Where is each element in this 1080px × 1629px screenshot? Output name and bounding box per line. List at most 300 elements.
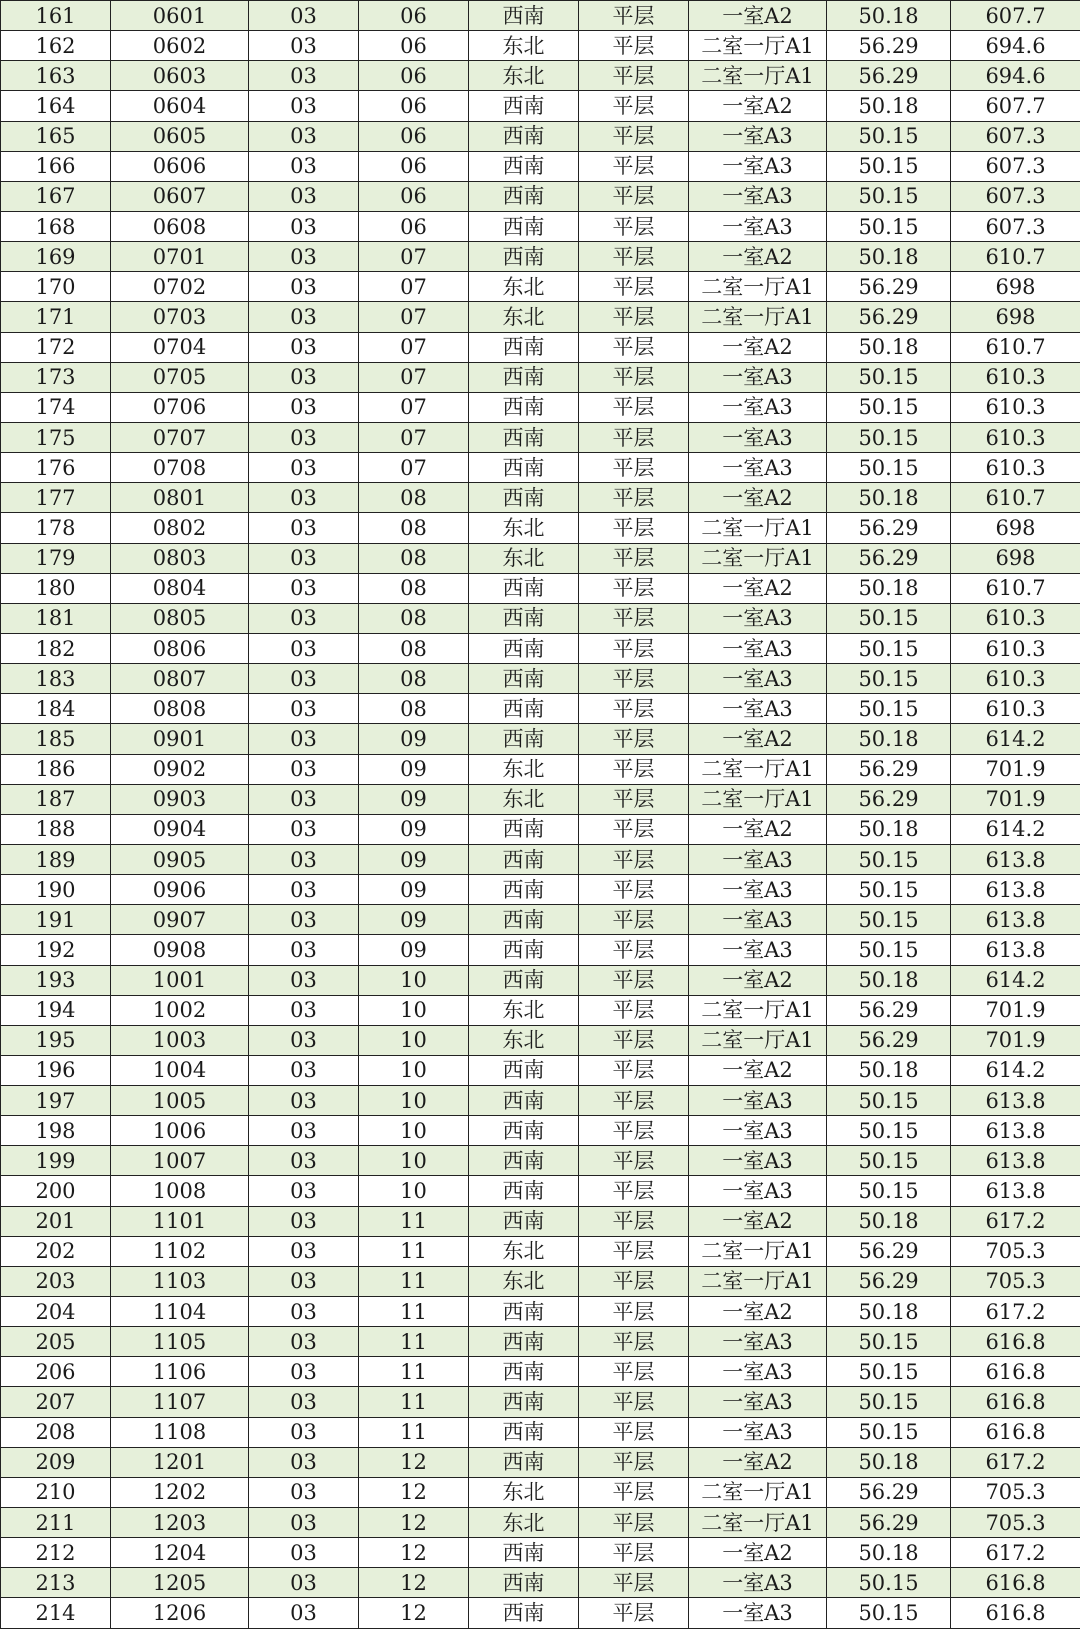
- table-row: [1, 422, 1080, 452]
- price-cell: 614.2: [951, 724, 1080, 754]
- price-cell: 610.3: [951, 453, 1080, 483]
- orientation-cell: 西南: [469, 422, 579, 452]
- price-cell: 617.2: [951, 1447, 1080, 1477]
- seq-cell: 181: [1, 603, 111, 633]
- orientation-cell: 西南: [469, 362, 579, 392]
- layout-cell: 平层: [579, 181, 689, 211]
- price-cell: 613.8: [951, 905, 1080, 935]
- seq-cell: 161: [1, 1, 111, 31]
- price-cell: 616.8: [951, 1357, 1080, 1387]
- floor-cell: 07: [359, 242, 469, 272]
- area-cell: 50.15: [827, 935, 951, 965]
- seq-cell: 173: [1, 362, 111, 392]
- orientation-cell: 东北: [469, 1508, 579, 1538]
- layout-cell: 平层: [579, 633, 689, 663]
- floor-cell: 10: [359, 1055, 469, 1085]
- orientation-cell: 西南: [469, 211, 579, 241]
- building-cell: 03: [249, 211, 359, 241]
- room-cell: 0701: [111, 242, 249, 272]
- building-cell: 03: [249, 242, 359, 272]
- orientation-cell: 东北: [469, 1266, 579, 1296]
- table-body: [1, 1, 1080, 1629]
- room-cell: 1203: [111, 1508, 249, 1538]
- layout-cell: 平层: [579, 302, 689, 332]
- building-cell: 03: [249, 1025, 359, 1055]
- unit-type-cell: 一室A3: [689, 1146, 827, 1176]
- building-cell: 03: [249, 31, 359, 61]
- room-cell: 0806: [111, 633, 249, 663]
- table-row: [1, 513, 1080, 543]
- room-cell: 1107: [111, 1387, 249, 1417]
- orientation-cell: 西南: [469, 603, 579, 633]
- building-cell: 03: [249, 1568, 359, 1598]
- building-cell: 03: [249, 453, 359, 483]
- seq-cell: 203: [1, 1266, 111, 1296]
- table-row: [1, 1447, 1080, 1477]
- orientation-cell: 西南: [469, 573, 579, 603]
- table-row: [1, 272, 1080, 302]
- area-cell: 56.29: [827, 1508, 951, 1538]
- seq-cell: 192: [1, 935, 111, 965]
- seq-cell: 186: [1, 754, 111, 784]
- area-cell: 50.18: [827, 1, 951, 31]
- area-cell: 50.18: [827, 1055, 951, 1085]
- room-cell: 1007: [111, 1146, 249, 1176]
- floor-cell: 11: [359, 1357, 469, 1387]
- unit-type-cell: 一室A3: [689, 633, 827, 663]
- building-cell: 03: [249, 91, 359, 121]
- floor-cell: 11: [359, 1417, 469, 1447]
- room-cell: 1101: [111, 1206, 249, 1236]
- unit-type-cell: 一室A3: [689, 875, 827, 905]
- floor-cell: 07: [359, 362, 469, 392]
- layout-cell: 平层: [579, 61, 689, 91]
- price-cell: 705.3: [951, 1236, 1080, 1266]
- seq-cell: 196: [1, 1055, 111, 1085]
- table-row: [1, 1297, 1080, 1327]
- layout-cell: 平层: [579, 1206, 689, 1236]
- price-cell: 607.3: [951, 181, 1080, 211]
- seq-cell: 185: [1, 724, 111, 754]
- price-cell: 701.9: [951, 754, 1080, 784]
- unit-type-cell: 二室一厅A1: [689, 1266, 827, 1296]
- area-cell: 50.18: [827, 965, 951, 995]
- room-cell: 0707: [111, 422, 249, 452]
- table-row: [1, 31, 1080, 61]
- price-cell: 613.8: [951, 844, 1080, 874]
- room-cell: 0606: [111, 151, 249, 181]
- orientation-cell: 西南: [469, 91, 579, 121]
- table-row: [1, 1266, 1080, 1296]
- area-cell: 50.15: [827, 1598, 951, 1629]
- floor-cell: 11: [359, 1387, 469, 1417]
- orientation-cell: 西南: [469, 1387, 579, 1417]
- area-cell: 50.15: [827, 362, 951, 392]
- layout-cell: 平层: [579, 1568, 689, 1598]
- layout-cell: 平层: [579, 1266, 689, 1296]
- building-cell: 03: [249, 1357, 359, 1387]
- table-row: [1, 242, 1080, 272]
- unit-type-cell: 一室A2: [689, 573, 827, 603]
- price-cell: 613.8: [951, 1176, 1080, 1206]
- area-cell: 50.15: [827, 392, 951, 422]
- seq-cell: 183: [1, 664, 111, 694]
- seq-cell: 176: [1, 453, 111, 483]
- floor-cell: 09: [359, 784, 469, 814]
- area-cell: 50.15: [827, 1417, 951, 1447]
- building-cell: 03: [249, 392, 359, 422]
- table-row: [1, 1176, 1080, 1206]
- area-cell: 50.15: [827, 1387, 951, 1417]
- floor-cell: 08: [359, 603, 469, 633]
- orientation-cell: 西南: [469, 453, 579, 483]
- room-cell: 1201: [111, 1447, 249, 1477]
- room-cell: 0605: [111, 121, 249, 151]
- area-cell: 50.18: [827, 91, 951, 121]
- seq-cell: 202: [1, 1236, 111, 1266]
- orientation-cell: 西南: [469, 242, 579, 272]
- building-cell: 03: [249, 844, 359, 874]
- price-cell: 610.3: [951, 664, 1080, 694]
- floor-cell: 11: [359, 1206, 469, 1236]
- price-cell: 610.7: [951, 483, 1080, 513]
- table-row: [1, 1116, 1080, 1146]
- room-cell: 1003: [111, 1025, 249, 1055]
- unit-type-cell: 二室一厅A1: [689, 1508, 827, 1538]
- seq-cell: 163: [1, 61, 111, 91]
- price-cell: 607.3: [951, 151, 1080, 181]
- price-cell: 694.6: [951, 61, 1080, 91]
- table-row: [1, 1357, 1080, 1387]
- layout-cell: 平层: [579, 1327, 689, 1357]
- orientation-cell: 西南: [469, 121, 579, 151]
- table-row: [1, 905, 1080, 935]
- seq-cell: 170: [1, 272, 111, 302]
- floor-cell: 08: [359, 664, 469, 694]
- room-cell: 0905: [111, 844, 249, 874]
- orientation-cell: 西南: [469, 1055, 579, 1085]
- unit-type-cell: 一室A3: [689, 905, 827, 935]
- orientation-cell: 东北: [469, 31, 579, 61]
- seq-cell: 207: [1, 1387, 111, 1417]
- unit-type-cell: 一室A3: [689, 1176, 827, 1206]
- orientation-cell: 西南: [469, 483, 579, 513]
- seq-cell: 200: [1, 1176, 111, 1206]
- room-cell: 0808: [111, 694, 249, 724]
- table-row: [1, 1568, 1080, 1598]
- seq-cell: 212: [1, 1538, 111, 1568]
- price-cell: 613.8: [951, 1146, 1080, 1176]
- table-row: [1, 1538, 1080, 1568]
- room-cell: 0702: [111, 272, 249, 302]
- layout-cell: 平层: [579, 784, 689, 814]
- floor-cell: 06: [359, 211, 469, 241]
- room-cell: 0608: [111, 211, 249, 241]
- floor-cell: 10: [359, 1025, 469, 1055]
- area-cell: 50.15: [827, 1116, 951, 1146]
- unit-type-cell: 二室一厅A1: [689, 995, 827, 1025]
- seq-cell: 214: [1, 1598, 111, 1629]
- building-cell: 03: [249, 694, 359, 724]
- area-cell: 50.15: [827, 1357, 951, 1387]
- area-cell: 50.15: [827, 181, 951, 211]
- table-row: [1, 1055, 1080, 1085]
- layout-cell: 平层: [579, 875, 689, 905]
- floor-cell: 06: [359, 31, 469, 61]
- area-cell: 50.18: [827, 814, 951, 844]
- floor-cell: 07: [359, 272, 469, 302]
- layout-cell: 平层: [579, 242, 689, 272]
- area-cell: 50.15: [827, 453, 951, 483]
- floor-cell: 07: [359, 422, 469, 452]
- seq-cell: 197: [1, 1086, 111, 1116]
- price-cell: 610.7: [951, 332, 1080, 362]
- room-cell: 0807: [111, 664, 249, 694]
- area-cell: 50.15: [827, 1146, 951, 1176]
- unit-type-cell: 二室一厅A1: [689, 1477, 827, 1507]
- building-cell: 03: [249, 905, 359, 935]
- unit-type-cell: 一室A3: [689, 1357, 827, 1387]
- seq-cell: 204: [1, 1297, 111, 1327]
- layout-cell: 平层: [579, 272, 689, 302]
- room-cell: 0604: [111, 91, 249, 121]
- seq-cell: 201: [1, 1206, 111, 1236]
- unit-type-cell: 二室一厅A1: [689, 272, 827, 302]
- floor-cell: 09: [359, 935, 469, 965]
- table-row: [1, 362, 1080, 392]
- layout-cell: 平层: [579, 1357, 689, 1387]
- seq-cell: 171: [1, 302, 111, 332]
- area-cell: 50.15: [827, 664, 951, 694]
- price-cell: 610.3: [951, 603, 1080, 633]
- orientation-cell: 西南: [469, 1086, 579, 1116]
- area-cell: 56.29: [827, 543, 951, 573]
- price-cell: 607.7: [951, 1, 1080, 31]
- layout-cell: 平层: [579, 1508, 689, 1538]
- building-cell: 03: [249, 814, 359, 844]
- unit-type-cell: 一室A2: [689, 332, 827, 362]
- orientation-cell: 西南: [469, 1327, 579, 1357]
- seq-cell: 187: [1, 784, 111, 814]
- building-cell: 03: [249, 483, 359, 513]
- layout-cell: 平层: [579, 1598, 689, 1629]
- room-cell: 0705: [111, 362, 249, 392]
- unit-type-cell: 一室A2: [689, 242, 827, 272]
- room-cell: 0703: [111, 302, 249, 332]
- building-cell: 03: [249, 513, 359, 543]
- area-cell: 56.29: [827, 784, 951, 814]
- seq-cell: 194: [1, 995, 111, 1025]
- layout-cell: 平层: [579, 483, 689, 513]
- orientation-cell: 西南: [469, 1357, 579, 1387]
- floor-cell: 10: [359, 1146, 469, 1176]
- area-cell: 50.18: [827, 483, 951, 513]
- room-cell: 0904: [111, 814, 249, 844]
- layout-cell: 平层: [579, 724, 689, 754]
- seq-cell: 182: [1, 633, 111, 663]
- floor-cell: 08: [359, 483, 469, 513]
- price-cell: 705.3: [951, 1477, 1080, 1507]
- seq-cell: 172: [1, 332, 111, 362]
- room-cell: 0706: [111, 392, 249, 422]
- unit-type-cell: 二室一厅A1: [689, 1236, 827, 1266]
- price-cell: 616.8: [951, 1568, 1080, 1598]
- area-cell: 56.29: [827, 1025, 951, 1055]
- seq-cell: 184: [1, 694, 111, 724]
- table-row: [1, 121, 1080, 151]
- unit-type-cell: 一室A3: [689, 211, 827, 241]
- unit-type-cell: 一室A2: [689, 1447, 827, 1477]
- price-cell: 607.7: [951, 91, 1080, 121]
- table-row: [1, 151, 1080, 181]
- layout-cell: 平层: [579, 1538, 689, 1568]
- table-row: [1, 935, 1080, 965]
- layout-cell: 平层: [579, 814, 689, 844]
- orientation-cell: 西南: [469, 664, 579, 694]
- table-row: [1, 1477, 1080, 1507]
- building-cell: 03: [249, 1297, 359, 1327]
- orientation-cell: 西南: [469, 1538, 579, 1568]
- building-cell: 03: [249, 422, 359, 452]
- unit-type-cell: 一室A3: [689, 392, 827, 422]
- price-cell: 614.2: [951, 965, 1080, 995]
- room-cell: 1105: [111, 1327, 249, 1357]
- area-cell: 50.15: [827, 633, 951, 663]
- seq-cell: 213: [1, 1568, 111, 1598]
- table-row: [1, 1, 1080, 31]
- layout-cell: 平层: [579, 151, 689, 181]
- building-cell: 03: [249, 573, 359, 603]
- floor-cell: 12: [359, 1598, 469, 1629]
- orientation-cell: 东北: [469, 995, 579, 1025]
- price-cell: 613.8: [951, 1116, 1080, 1146]
- area-cell: 50.15: [827, 121, 951, 151]
- room-cell: 1103: [111, 1266, 249, 1296]
- layout-cell: 平层: [579, 1146, 689, 1176]
- room-cell: 0602: [111, 31, 249, 61]
- unit-type-cell: 一室A3: [689, 603, 827, 633]
- room-cell: 1004: [111, 1055, 249, 1085]
- layout-cell: 平层: [579, 1116, 689, 1146]
- building-cell: 03: [249, 272, 359, 302]
- floor-cell: 12: [359, 1447, 469, 1477]
- table-row: [1, 392, 1080, 422]
- unit-type-cell: 二室一厅A1: [689, 543, 827, 573]
- orientation-cell: 东北: [469, 754, 579, 784]
- building-cell: 03: [249, 543, 359, 573]
- seq-cell: 167: [1, 181, 111, 211]
- orientation-cell: 西南: [469, 1598, 579, 1629]
- building-cell: 03: [249, 1477, 359, 1507]
- seq-cell: 180: [1, 573, 111, 603]
- table-row: [1, 633, 1080, 663]
- table-row: [1, 1417, 1080, 1447]
- orientation-cell: 东北: [469, 543, 579, 573]
- table-row: [1, 814, 1080, 844]
- seq-cell: 205: [1, 1327, 111, 1357]
- building-cell: 03: [249, 784, 359, 814]
- price-cell: 610.3: [951, 422, 1080, 452]
- area-cell: 56.29: [827, 1266, 951, 1296]
- unit-type-cell: 一室A3: [689, 181, 827, 211]
- seq-cell: 174: [1, 392, 111, 422]
- area-cell: 50.15: [827, 603, 951, 633]
- floor-cell: 08: [359, 694, 469, 724]
- price-cell: 617.2: [951, 1538, 1080, 1568]
- room-cell: 0803: [111, 543, 249, 573]
- building-cell: 03: [249, 1387, 359, 1417]
- area-cell: 50.15: [827, 211, 951, 241]
- price-cell: 616.8: [951, 1598, 1080, 1629]
- price-cell: 614.2: [951, 814, 1080, 844]
- unit-type-cell: 一室A2: [689, 814, 827, 844]
- table-row: [1, 181, 1080, 211]
- room-cell: 0801: [111, 483, 249, 513]
- layout-cell: 平层: [579, 694, 689, 724]
- orientation-cell: 东北: [469, 272, 579, 302]
- layout-cell: 平层: [579, 1236, 689, 1266]
- building-cell: 03: [249, 1417, 359, 1447]
- unit-type-cell: 二室一厅A1: [689, 784, 827, 814]
- room-cell: 0704: [111, 332, 249, 362]
- building-cell: 03: [249, 1538, 359, 1568]
- price-cell: 610.3: [951, 392, 1080, 422]
- orientation-cell: 西南: [469, 1417, 579, 1447]
- area-cell: 50.15: [827, 694, 951, 724]
- area-cell: 50.18: [827, 724, 951, 754]
- orientation-cell: 西南: [469, 1206, 579, 1236]
- unit-type-cell: 一室A3: [689, 1116, 827, 1146]
- seq-cell: 162: [1, 31, 111, 61]
- building-cell: 03: [249, 1447, 359, 1477]
- seq-cell: 198: [1, 1116, 111, 1146]
- room-cell: 0907: [111, 905, 249, 935]
- area-cell: 56.29: [827, 302, 951, 332]
- room-cell: 0902: [111, 754, 249, 784]
- room-cell: 1106: [111, 1357, 249, 1387]
- price-cell: 616.8: [951, 1417, 1080, 1447]
- floor-cell: 06: [359, 1, 469, 31]
- seq-cell: 175: [1, 422, 111, 452]
- unit-type-cell: 一室A3: [689, 935, 827, 965]
- floor-cell: 10: [359, 1086, 469, 1116]
- room-cell: 1008: [111, 1176, 249, 1206]
- building-cell: 03: [249, 995, 359, 1025]
- building-cell: 03: [249, 121, 359, 151]
- floor-cell: 12: [359, 1477, 469, 1507]
- table-row: [1, 61, 1080, 91]
- area-cell: 50.15: [827, 875, 951, 905]
- floor-cell: 10: [359, 1116, 469, 1146]
- unit-type-cell: 一室A2: [689, 1055, 827, 1085]
- building-cell: 03: [249, 1, 359, 31]
- orientation-cell: 东北: [469, 513, 579, 543]
- unit-type-cell: 一室A3: [689, 362, 827, 392]
- table-row: [1, 573, 1080, 603]
- layout-cell: 平层: [579, 392, 689, 422]
- room-cell: 0804: [111, 573, 249, 603]
- building-cell: 03: [249, 875, 359, 905]
- unit-type-cell: 一室A3: [689, 1568, 827, 1598]
- unit-type-cell: 二室一厅A1: [689, 31, 827, 61]
- building-cell: 03: [249, 633, 359, 663]
- layout-cell: 平层: [579, 844, 689, 874]
- room-cell: 1104: [111, 1297, 249, 1327]
- price-cell: 610.3: [951, 694, 1080, 724]
- area-cell: 50.15: [827, 844, 951, 874]
- area-cell: 50.18: [827, 242, 951, 272]
- seq-cell: 193: [1, 965, 111, 995]
